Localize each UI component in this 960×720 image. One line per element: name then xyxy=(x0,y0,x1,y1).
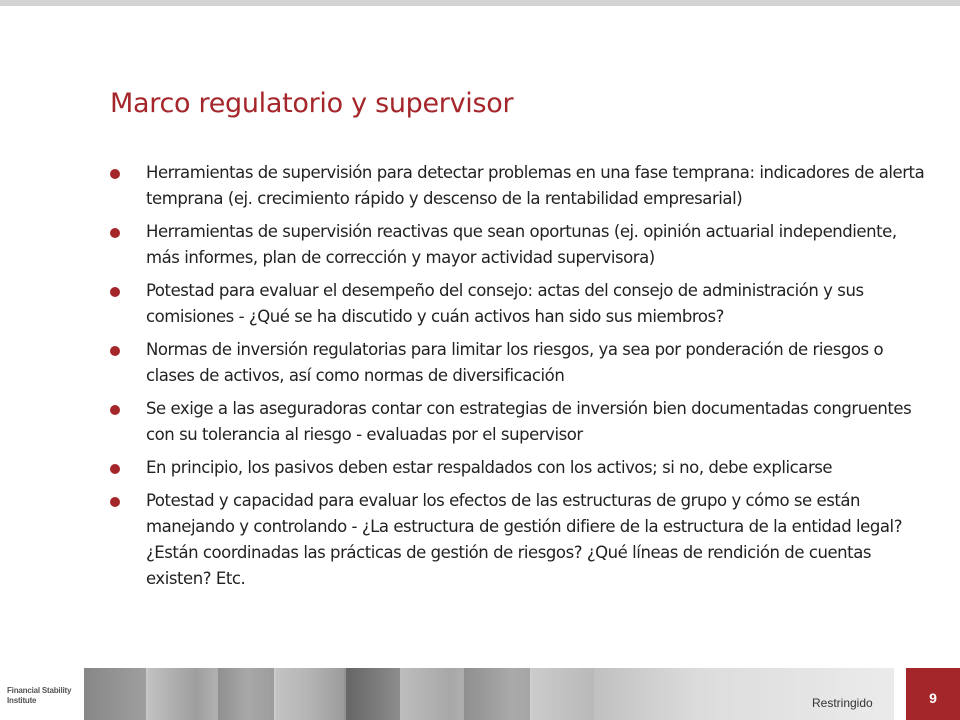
bullet-text: Herramientas de supervisión para detectar problemas en una fase temprana: indicadores de alerta temprana (ej. crecimiento rápido y descenso de la rentabilidad empresarial) xyxy=(146,163,925,208)
page-number: 9 xyxy=(929,690,937,706)
bullet-item xyxy=(110,337,925,389)
photo-cell xyxy=(400,668,464,720)
bullet-item xyxy=(110,455,925,481)
bullet-item xyxy=(110,396,925,448)
photo-strip-image xyxy=(84,668,594,720)
bullet-dot-icon xyxy=(110,497,120,507)
bullet-list xyxy=(110,160,925,599)
bullet-item xyxy=(110,488,925,592)
bullet-dot-icon xyxy=(110,346,120,356)
photo-cell xyxy=(274,668,346,720)
classification-label: Restringido xyxy=(812,696,873,710)
top-bar xyxy=(0,0,960,6)
photo-cell xyxy=(216,668,276,720)
logo-line-2: Institute xyxy=(7,696,37,705)
photo-cell xyxy=(530,668,594,720)
bullet-dot-icon xyxy=(110,169,120,179)
footer xyxy=(0,668,960,720)
bullet-text: Potestad para evaluar el desempeño del consejo: actas del consejo de administración y sus comisiones - ¿Qué se ha discutido y cuán activos han sido sus miembros? xyxy=(146,281,864,326)
logo-line-1: Financial Stability xyxy=(7,686,72,695)
bullet-item xyxy=(110,219,925,271)
photo-cell xyxy=(146,668,218,720)
bullet-item xyxy=(110,278,925,330)
photo-cell xyxy=(462,668,532,720)
logo-text xyxy=(7,686,71,706)
bullet-text: Se exige a las aseguradoras contar con estrategias de inversión bien documentadas congruentes con su tolerancia al riesgo - evaluadas por el supervisor xyxy=(146,399,912,444)
photo-cell xyxy=(84,668,148,720)
bullet-text: En principio, los pasivos deben estar respaldados con los activos; si no, debe explicarse xyxy=(146,458,833,477)
bullet-text: Herramientas de supervisión reactivas que sean oportunas (ej. opinión actuarial independiente, más informes, plan de corrección y mayor actividad supervisora) xyxy=(146,222,897,267)
page-number-box xyxy=(903,668,960,720)
bullet-dot-icon xyxy=(110,228,120,238)
bullet-dot-icon xyxy=(110,287,120,297)
bullet-text: Normas de inversión regulatorias para limitar los riesgos, ya sea por ponderación de riesgos o clases de activos, así como normas de diversificación xyxy=(146,340,884,385)
bullet-item xyxy=(110,160,925,212)
footer-fade xyxy=(594,668,894,720)
bullet-dot-icon xyxy=(110,464,120,474)
slide-title: Marco regulatorio y supervisor xyxy=(110,88,514,119)
fsi-logo xyxy=(0,668,84,720)
bullet-text: Potestad y capacidad para evaluar los efectos de las estructuras de grupo y cómo se están manejando y controlando - ¿La estructura de gestión difiere de la estructura de la entidad legal? ¿Están coordinadas las prácticas de gestión de riesgos? ¿Qué líneas de rendición de cuentas existen? Etc. xyxy=(146,491,903,588)
photo-cell xyxy=(344,668,402,720)
bullet-dot-icon xyxy=(110,405,120,415)
